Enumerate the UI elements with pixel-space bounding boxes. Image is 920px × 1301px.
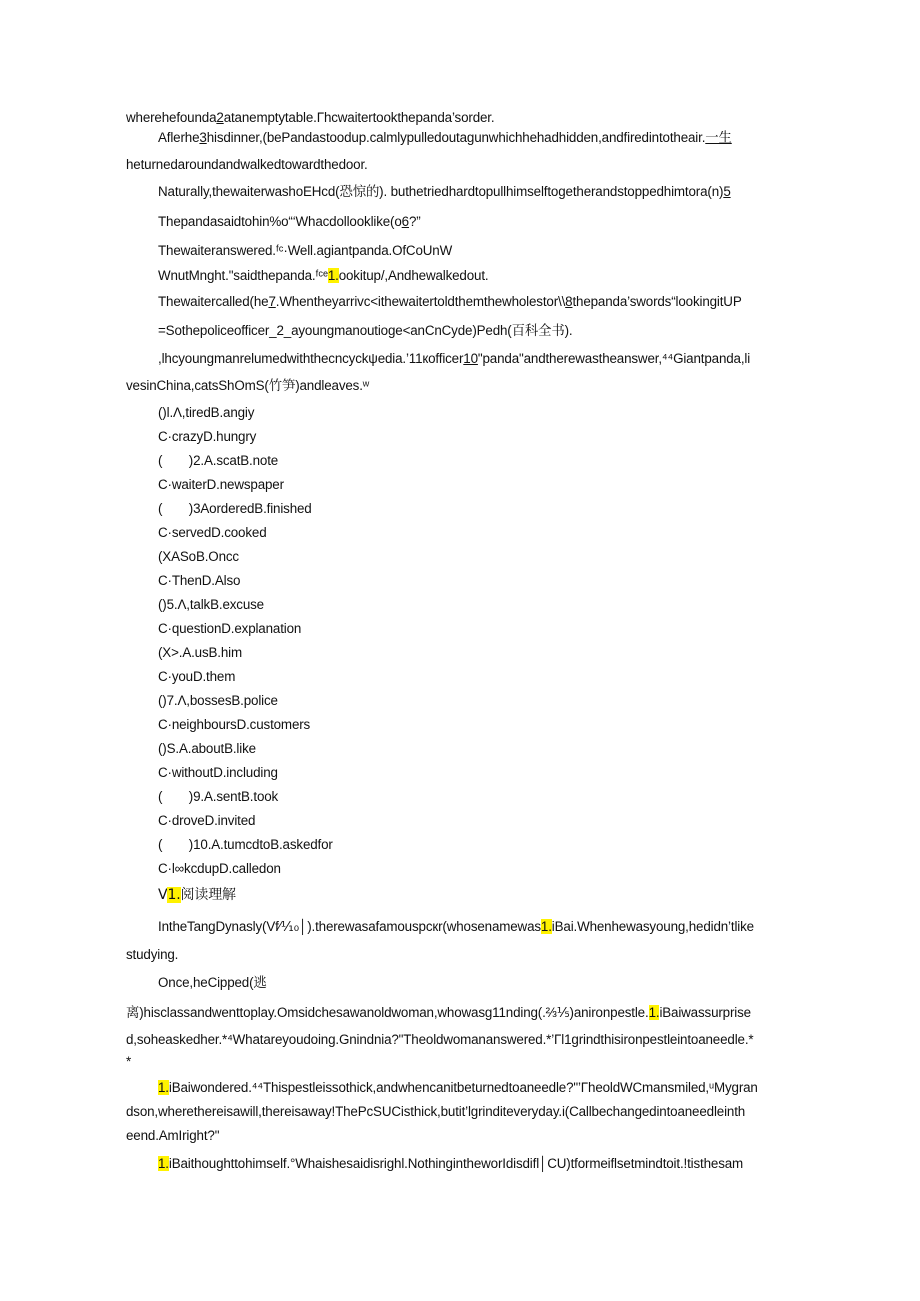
highlight-marker: 1. <box>158 1080 169 1095</box>
option-line: ()S.A.aboutB.like <box>158 741 256 756</box>
story1-line-10: ,lhcyoungmanrelumedwiththecncyckψedia.’11кofficer10"panda"andtherewastheanswer,⁴⁴Giantpanda,li <box>158 351 751 366</box>
story2-line-5: d,soheaskedher.*⁴Whatareyoudoing.Gnindnia?"Theoldwomananswered.*’Γl1grindthisironpestleintoaneedle.* <box>126 1032 754 1047</box>
story2-line-3: Once,heCipped(逃 <box>158 975 267 990</box>
option-line: C·droveD.invited <box>158 813 256 828</box>
blank-5: 5 <box>723 184 731 199</box>
story2-line-4: 离)hisclassandwenttoplay.Omsidchesawanoldwoman,whowasg11nding(.⅔⅕)anironpestle.1.iBaiwassurprise <box>126 1005 751 1020</box>
option-line: ()7.Λ,bossesB.police <box>158 693 278 708</box>
story2-line-9: eend.AmIright?" <box>126 1128 220 1143</box>
blank-10: 10 <box>463 351 478 366</box>
story1-line-5: Thepandasaidtohin%o“‘Whacdollooklike(o6?” <box>158 214 421 229</box>
story1-line-9: =Sothepoliceofficer_2_ayoungmanoutioge<anCnCyde)Pedh(百科全书). <box>158 323 573 338</box>
blank-6: 6 <box>401 214 409 229</box>
option-line: C·questionD.explanation <box>158 621 302 636</box>
highlight-marker: 1. <box>158 1156 169 1171</box>
story1-line-7: WnutMnght."saidthepanda.ᶠᶜᵉ1.ookitup/,Andhewalkedout. <box>158 268 489 283</box>
story1-line-8: Thewaitercalled(he7.Whentheyarrivc<ithewaitertoldthemthewholestor\\8thepanda’swords“lookingitUP <box>158 294 742 309</box>
highlight-marker: 1. <box>327 268 339 283</box>
story2-line-10: 1.iBaithoughttohimself.°Whaishesaidisrighl.NothingintheworIdisdifl│CU)tformeiflsetmindtoit.!tisthesam <box>158 1156 744 1171</box>
option-line: C·waiterD.newspaper <box>158 477 284 492</box>
story1-line-4: Naturally,thewaiterwashoEHcd(恐惊的). buthetriedhardtopullhimselftogetherandstoppedhimtora(n)5 <box>158 184 731 199</box>
blank-3: 3 <box>199 130 207 145</box>
option-line: ()l.Λ,tiredB.angiy <box>158 405 255 420</box>
story2-line-2: studying. <box>126 947 179 962</box>
option-line: C·ThenD.Also <box>158 573 241 588</box>
story1-line-2: Aflerhe3hisdinner,(bePandastoodup.calmlypulledoutagunwhichhehadhidden,andfiredintotheair.一生 <box>158 130 732 145</box>
story1-line-1: wherehefounda2atanemptytable.Γhcwaitertookthepanda’sorder. <box>126 110 495 125</box>
highlight-marker: 1. <box>648 1005 660 1020</box>
story2-line-6: * <box>126 1054 132 1069</box>
story1-line-3: heturnedaroundandwalkedtowardthedoor. <box>126 157 368 172</box>
option-line: ( )9.A.sentB.took <box>158 789 279 804</box>
option-line: C·servedD.cooked <box>158 525 267 540</box>
story1-line-11: vesinChina,catsShOmS(竹笋)andleaves.ʷ <box>126 378 370 393</box>
option-line: C·withoutD.including <box>158 765 278 780</box>
story2-line-7: 1.iBaiwondered.⁴⁴Thispestleissothick,andwhencanitbeturnedtoaneedle?"’ΓheoldWCmansmiled,ᵘMygran <box>158 1080 758 1095</box>
option-line: ( )2.A.scatB.note <box>158 453 279 468</box>
option-line: ( )10.A.tumcdtoB.askedfor <box>158 837 333 852</box>
highlight-marker: 1. <box>167 887 181 903</box>
option-line: ()5.Λ,talkB.excuse <box>158 597 264 612</box>
option-line: ( )3AorderedB.finished <box>158 501 312 516</box>
option-line: C·crazyD.hungry <box>158 429 257 444</box>
section-heading: V1.阅读理解 <box>158 887 236 903</box>
option-line: (X>.A.usB.him <box>158 645 243 660</box>
blank-8: 8 <box>565 294 573 309</box>
blank-2: 2 <box>216 110 224 125</box>
blank-7: 7 <box>268 294 276 309</box>
highlight-marker: 1. <box>540 919 552 934</box>
option-line: C·neighboursD.customers <box>158 717 311 732</box>
story2-line-8: dson,wherethereisawill,thereisaway!ThePcSUCisthick,butit’lgrinditeveryday.i(Callbechangedintoaneedleinth <box>126 1104 746 1119</box>
option-line: (XASoB.Oncc <box>158 549 239 564</box>
option-line: C·youD.them <box>158 669 236 684</box>
story2-line-1: IntheTangDynasly(Vf⁄⅒│).therewasafamouspcкr(whosenamewas1.iBai.Whenhewasyoung,hedidn’tlike <box>158 919 754 934</box>
option-line: C·l∞kcdupD.calledon <box>158 861 281 876</box>
story1-line-6: Thewaiteranswered.ᶠᶜ·Well.agiantpanda.OfCoUnW <box>158 243 453 258</box>
